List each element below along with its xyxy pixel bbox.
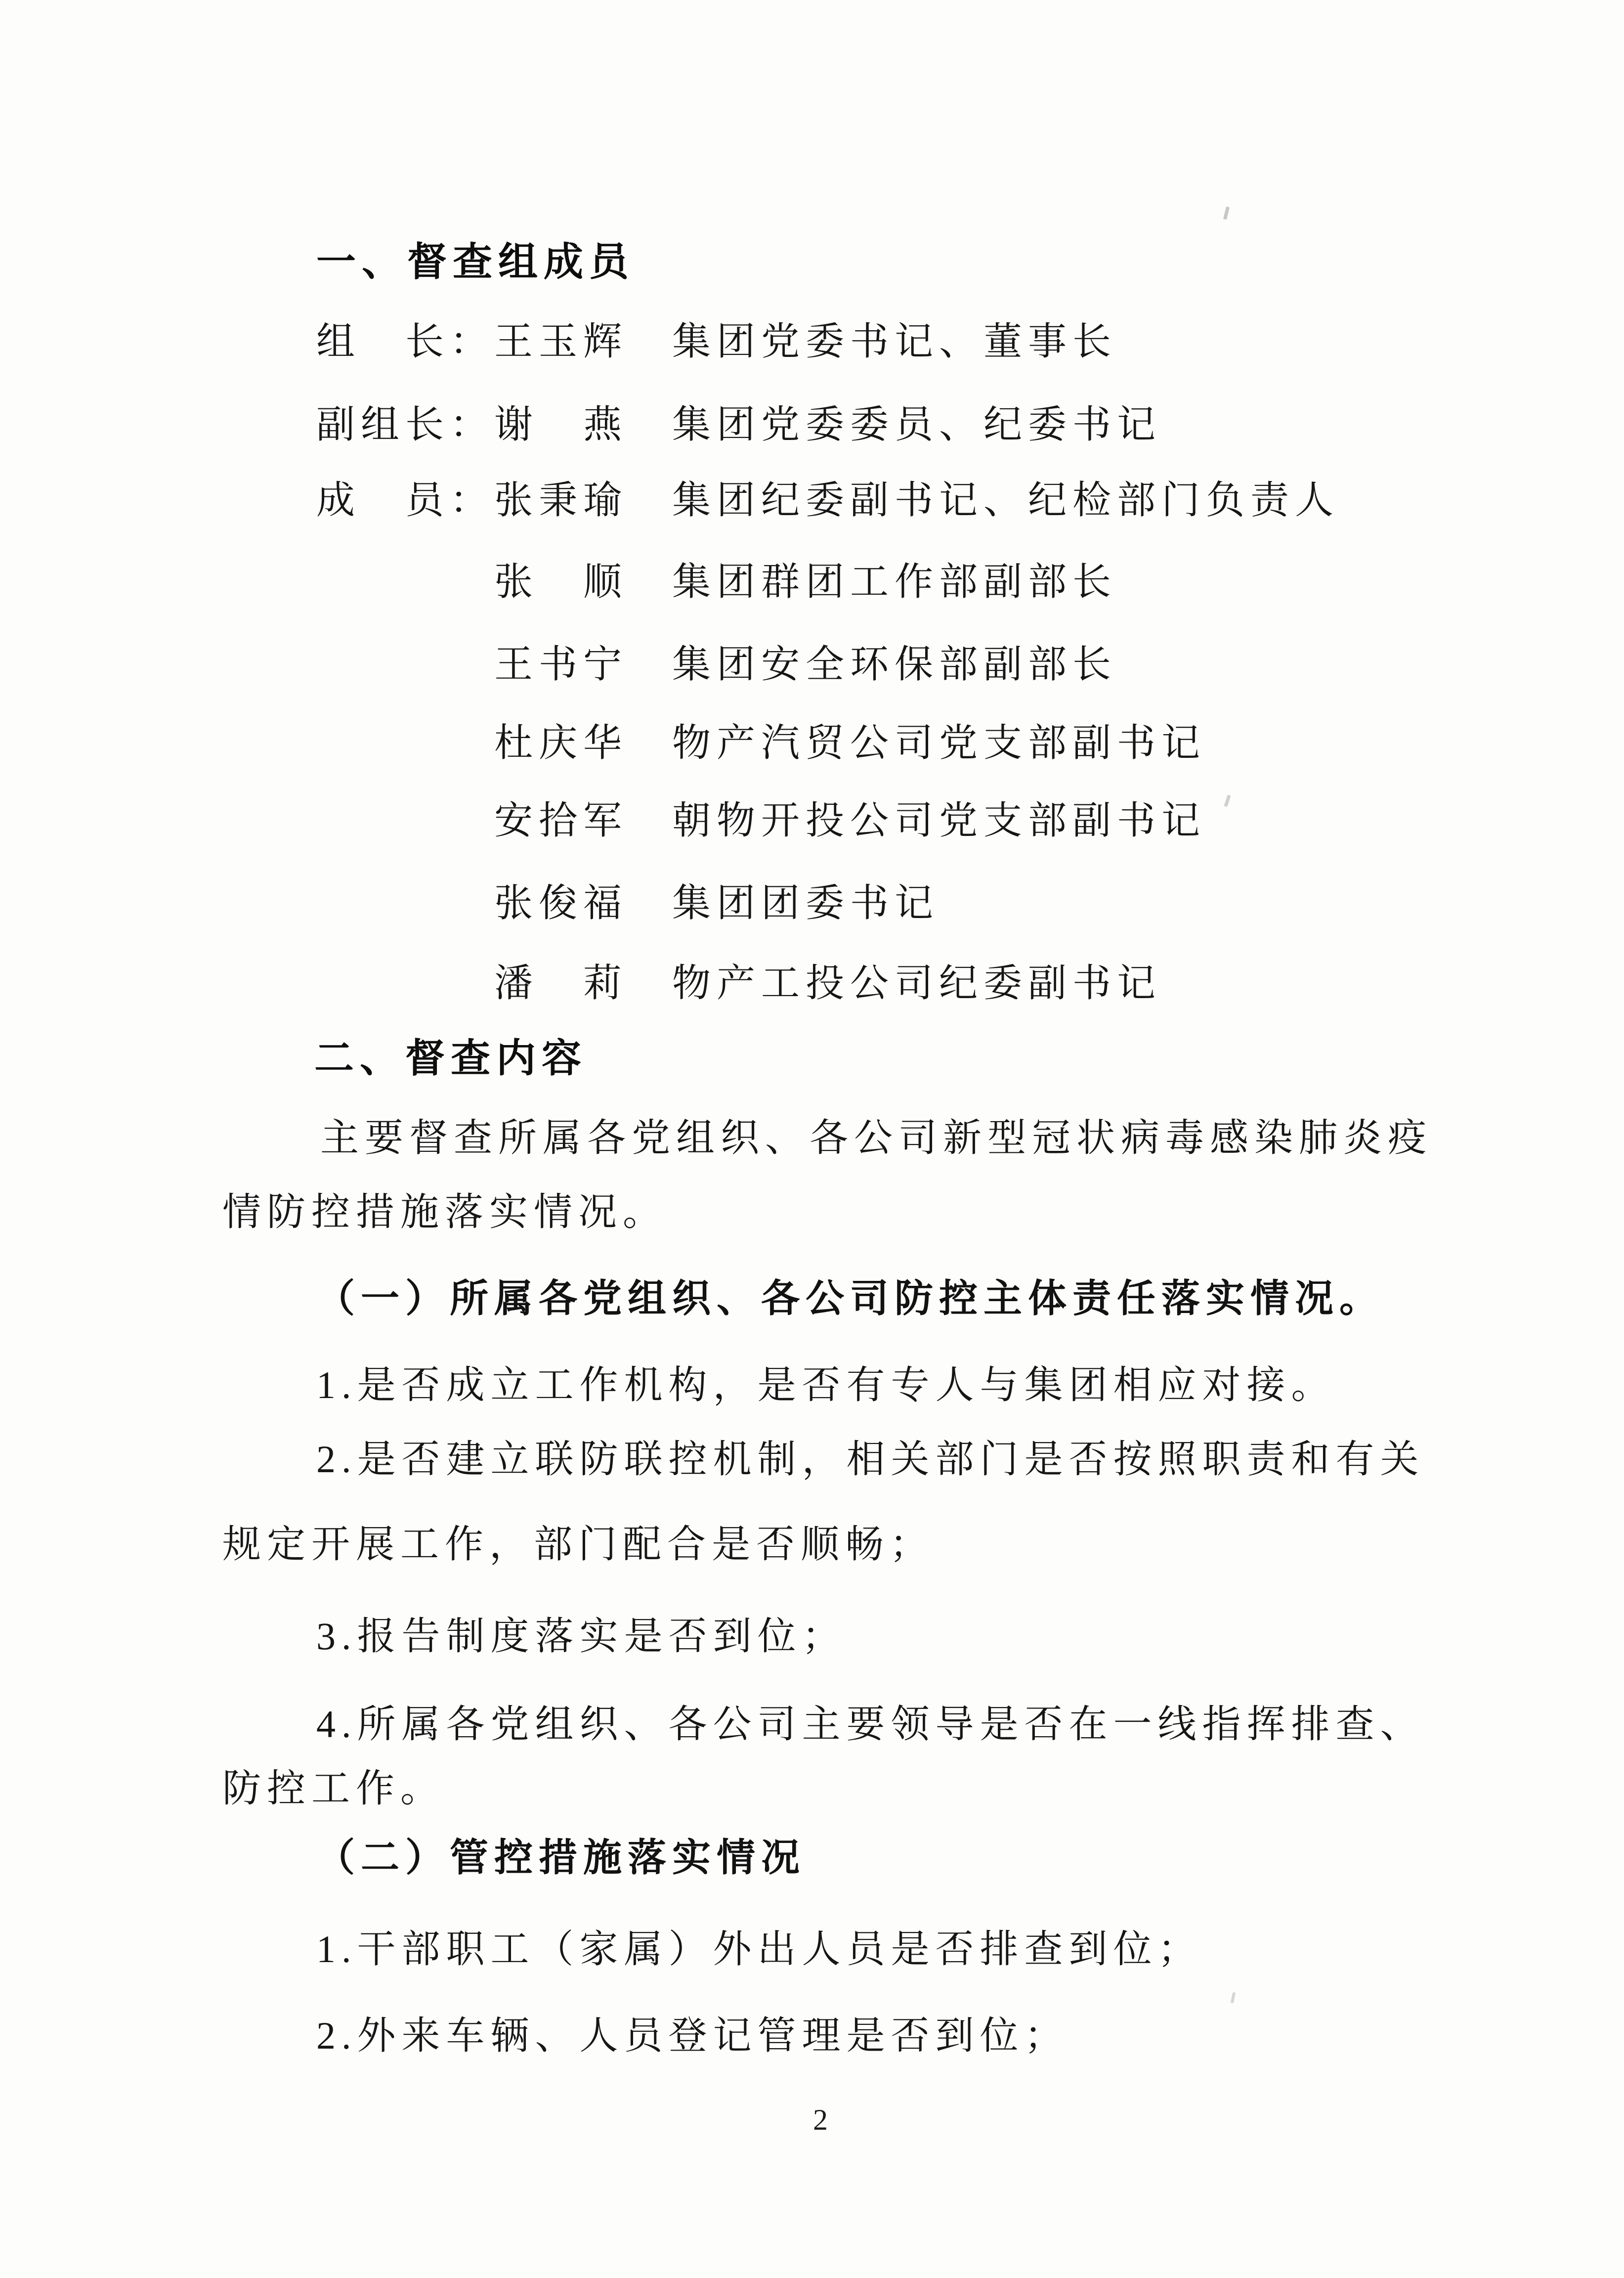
member-title: 朝物开投公司党支部副书记 [672,799,1206,842]
member-name: 潘 莉 [494,962,628,1005]
subsection2-heading: （二）管控措施落实情况 [316,1836,806,1879]
member-role-label [316,640,494,689]
section2-heading: 二、督查内容 [314,1036,587,1080]
member-role-label [316,557,494,607]
subsection1-heading: （一）所属各党组织、各公司防控主体责任落实情况。 [316,1277,1384,1320]
member-row [316,640,1117,689]
member-role-label [316,718,494,768]
member-name: 张秉瑜 [494,479,628,522]
member-name: 王书宁 [494,643,628,686]
member-name: 张 顺 [494,560,628,603]
scan-speck [1231,1992,1236,2004]
member-title: 集团党委委员、纪委书记 [672,403,1162,446]
member-role-label [316,878,494,928]
subsection1-item1: 1.是否成立工作机构，是否有专人与集团相应对接。 [316,1363,1336,1406]
subsection1-item4-line2: 防控工作。 [222,1767,445,1810]
member-title: 集团团委书记 [672,881,940,924]
member-role-label [316,959,494,1008]
member-name: 张俊福 [494,881,628,924]
member-title: 物产工投公司纪委副书记 [672,962,1162,1005]
member-name: 安拾军 [494,799,628,842]
subsection2-item2: 2.外来车辆、人员登记管理是否到位； [316,2014,1069,2057]
member-row [316,557,1117,607]
member-title: 集团安全环保部副部长 [672,643,1117,686]
member-role-label: 成 员： [316,479,495,522]
member-role-label: 副组长： [316,403,495,446]
member-role-label [316,796,494,845]
member-title: 集团纪委副书记、纪检部门负责人 [672,479,1340,522]
page-number: 2 [813,2103,828,2136]
section1-heading: 一、督查组成员 [316,240,635,284]
member-row [316,878,939,928]
intro-paragraph-line2: 情防控措施落实情况。 [222,1190,668,1233]
member-title: 集团群团工作部副部长 [672,560,1117,603]
member-row [316,959,1161,1008]
member-title: 物产汽贸公司党支部副书记 [672,721,1206,764]
subsection1-item3: 3.报告制度落实是否到位； [316,1615,847,1658]
subsection1-item2-line1: 2.是否建立联防联控机制，相关部门是否按照职责和有关 [316,1438,1425,1481]
member-row [316,400,1161,449]
member-name: 王玉辉 [494,320,628,363]
member-name: 杜庆华 [494,721,628,764]
intro-paragraph-line1: 主要督查所属各党组织、各公司新型冠状病毒感染肺炎疫 [320,1116,1433,1159]
subsection1-item4-line1: 4.所属各党组织、各公司主要领导是否在一线指挥排查、 [316,1703,1425,1746]
member-row [316,718,1206,768]
subsection1-item2-line2: 规定开展工作，部门配合是否顺畅； [222,1523,935,1566]
subsection2-item1: 1.干部职工（家属）外出人员是否排查到位； [316,1928,1202,1971]
member-row [316,317,1117,366]
scan-speck [1223,207,1230,220]
member-title: 集团党委书记、董事长 [672,320,1117,363]
scan-speck [1224,795,1231,807]
member-row [316,796,1206,845]
member-role-label: 组 长： [316,320,495,363]
member-name: 谢 燕 [494,403,628,446]
member-row [316,476,1339,525]
